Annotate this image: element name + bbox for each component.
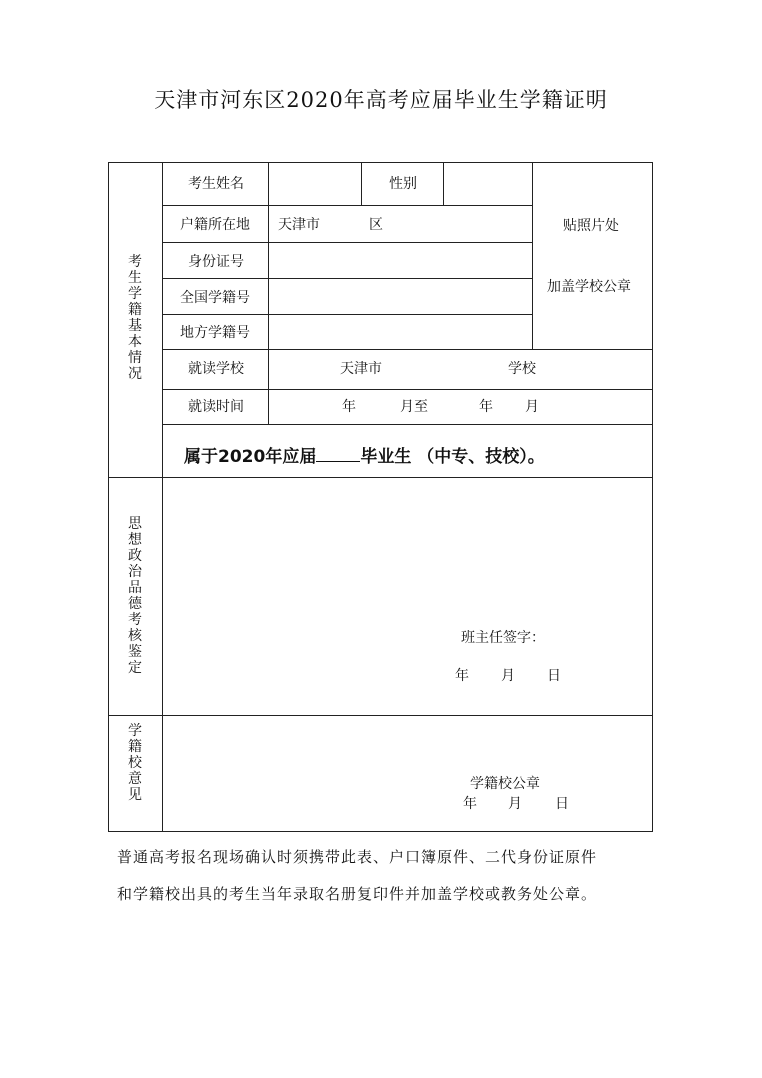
- label-household: 户籍所在地: [180, 217, 250, 233]
- graduate-statement: [184, 442, 545, 467]
- period-year-start: 年: [342, 399, 356, 415]
- period-month-to: 月至: [400, 399, 428, 415]
- row-line-3: [162, 278, 533, 279]
- footnote-line-2: 和学籍校出具的考生当年录取名册复印件并加盖学校或教务处公章。: [117, 885, 598, 903]
- label-name: 考生姓名: [188, 176, 244, 192]
- border-top: [108, 162, 653, 163]
- label-id-number: 身份证号: [188, 254, 244, 270]
- footnote-line-1: 普通高考报名现场确认时须携带此表、户口簿原件、二代身份证原件: [117, 848, 598, 866]
- photo-placeholder-text: 贴照片处: [563, 218, 619, 234]
- row-line-1: [162, 205, 533, 206]
- row-line-2: [162, 242, 533, 243]
- political-day: 日: [547, 668, 561, 684]
- border-left: [108, 162, 109, 832]
- label-period: 就读时间: [188, 399, 244, 415]
- section-basic-info: 考 生 学 籍 基 本 情 况: [128, 254, 142, 382]
- row-line-6: [162, 389, 653, 390]
- teacher-signature-label: 班主任签字：: [461, 630, 545, 646]
- photo-seal-text: 加盖学校公章: [547, 279, 631, 295]
- label-column-divider: [268, 162, 269, 424]
- row-line-4: [162, 314, 533, 315]
- page-title: 天津市河东区2020年高考应届毕业生学籍证明: [154, 88, 608, 112]
- row-line-7: [162, 424, 653, 425]
- school-suffix: 学校: [508, 361, 536, 377]
- label-local-id: 地方学籍号: [180, 325, 250, 341]
- certificate-form: [108, 162, 653, 832]
- border-right: [652, 162, 653, 832]
- graduate-suffix: 毕业生 （中专、技校）。: [360, 447, 545, 467]
- household-district: 区: [369, 217, 383, 233]
- period-month-end: 月: [525, 399, 539, 415]
- border-bottom: [108, 831, 653, 832]
- political-year: 年: [455, 668, 469, 684]
- section-divider-2: [108, 715, 653, 716]
- school-seal-label: 学籍校公章: [470, 776, 540, 792]
- label-national-id: 全国学籍号: [180, 290, 250, 306]
- left-column-divider: [162, 162, 163, 832]
- school-city: 天津市: [340, 361, 382, 377]
- label-gender: 性别: [389, 176, 417, 192]
- school-month: 月: [508, 796, 522, 812]
- period-year-end: 年: [479, 399, 493, 415]
- graduate-blank: [316, 445, 360, 462]
- political-month: 月: [501, 668, 515, 684]
- photo-column-divider: [532, 162, 533, 349]
- label-school: 就读学校: [188, 361, 244, 377]
- section-political: 思 想 政 治 品 德 考 核 鉴 定: [128, 516, 142, 676]
- section-divider-1: [108, 477, 653, 478]
- household-city: 天津市: [278, 217, 320, 233]
- row-line-5: [162, 349, 653, 350]
- section-school-opinion: 学 籍 校 意 见: [128, 723, 142, 803]
- school-year: 年: [463, 796, 477, 812]
- gender-divider-right: [443, 162, 444, 205]
- graduate-prefix: 属于2020年应届: [184, 447, 317, 467]
- gender-divider-left: [361, 162, 362, 205]
- school-day: 日: [555, 796, 569, 812]
